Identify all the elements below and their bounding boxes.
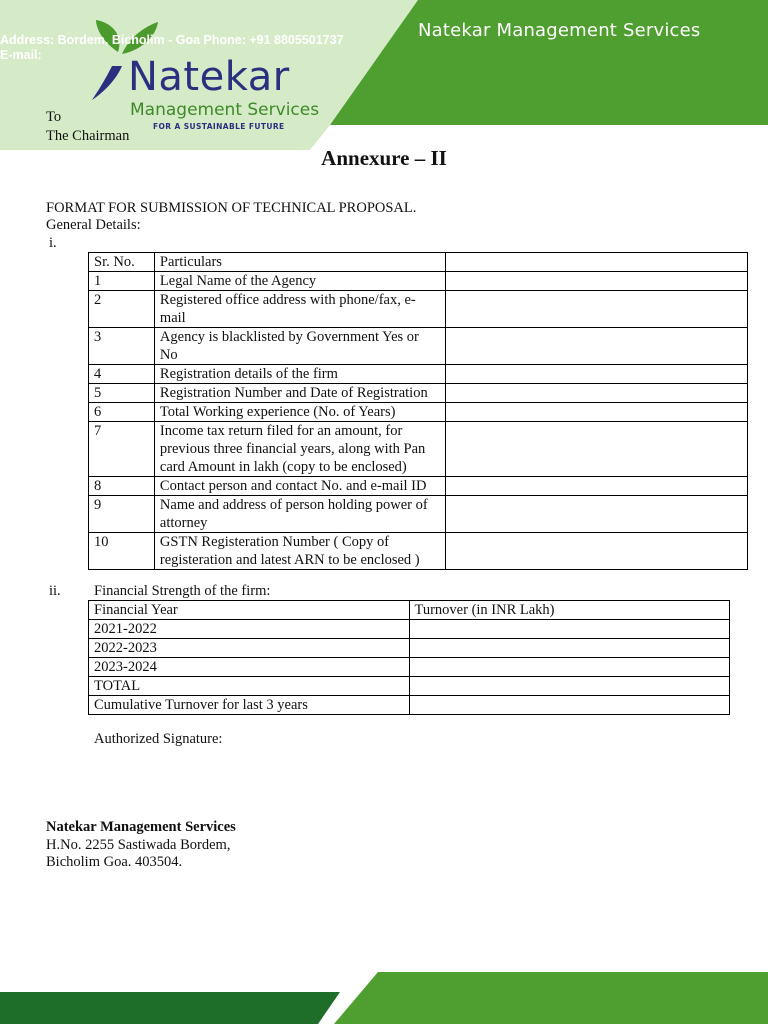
row-particular: Total Working experience (No. of Years) <box>154 403 445 422</box>
logo-wordmark: Natekar <box>128 54 290 100</box>
header-cell-year: Financial Year <box>89 601 410 620</box>
header-cell-value <box>445 253 747 272</box>
table-row <box>89 620 730 639</box>
to-label: To <box>46 109 62 125</box>
row-number: 8 <box>89 477 155 496</box>
table-row <box>89 403 748 422</box>
financial-table <box>88 600 730 715</box>
row-turnover-cell[interactable] <box>409 620 730 639</box>
signature-label: Authorized Signature: <box>94 731 223 747</box>
table-row <box>89 477 748 496</box>
table-row <box>89 422 748 477</box>
header-cell-srno: Sr. No. <box>89 253 155 272</box>
general-details-table <box>88 252 748 570</box>
row-particular: Contact person and contact No. and e-mail ID <box>154 477 445 496</box>
row-particular: Name and address of person holding power of attorney <box>154 496 445 533</box>
table-row <box>89 328 748 365</box>
row-value-cell[interactable] <box>445 496 747 533</box>
address-line-1: H.No. 2255 Sastiwada Bordem, <box>46 837 231 853</box>
proposal-heading: FORMAT FOR SUBMISSION OF TECHNICAL PROPOSAL. <box>46 200 417 216</box>
row-value-cell[interactable] <box>445 365 747 384</box>
table-row <box>89 272 748 291</box>
row-year: Cumulative Turnover for last 3 years <box>89 696 410 715</box>
row-value-cell[interactable] <box>445 272 747 291</box>
table-row <box>89 658 730 677</box>
row-year: 2021-2022 <box>89 620 410 639</box>
row-particular: Registered office address with phone/fax, e-mail <box>154 291 445 328</box>
row-number: 5 <box>89 384 155 403</box>
row-number: 6 <box>89 403 155 422</box>
logo-tagline: FOR A SUSTAINABLE FUTURE <box>153 122 285 131</box>
recipient: The Chairman <box>46 128 130 144</box>
address-line-2: Bicholim Goa. 403504. <box>46 854 183 870</box>
table-row <box>89 639 730 658</box>
table-header-row <box>89 601 730 620</box>
row-particular: Income tax return filed for an amount, for previous three financial years, along with Pan card Amount in lakh (copy to be enclosed) <box>154 422 445 477</box>
company-name <box>46 818 236 836</box>
table-row <box>89 677 730 696</box>
financial-strength-label: Financial Strength of the firm: <box>94 583 271 599</box>
row-number: 9 <box>89 496 155 533</box>
row-number: 7 <box>89 422 155 477</box>
address-line: Address: Bordem, Bicholim - Goa Phone: +91 8805501737 <box>0 33 344 47</box>
email-line: E-mail: <box>0 48 42 62</box>
row-number: 1 <box>89 272 155 291</box>
row-particular: GSTN Registeration Number ( Copy of registeration and latest ARN to be enclosed ) <box>154 533 445 570</box>
table-row <box>89 696 730 715</box>
company-name-text: Natekar Management Services <box>46 819 236 835</box>
row-turnover-cell[interactable] <box>409 658 730 677</box>
table-row <box>89 384 748 403</box>
row-turnover-cell[interactable] <box>409 696 730 715</box>
row-particular: Registration details of the firm <box>154 365 445 384</box>
row-number: 3 <box>89 328 155 365</box>
row-particular: Legal Name of the Agency <box>154 272 445 291</box>
row-value-cell[interactable] <box>445 477 747 496</box>
row-year: 2023-2024 <box>89 658 410 677</box>
logo-subtitle: Management Services <box>130 100 320 120</box>
row-turnover-cell[interactable] <box>409 639 730 658</box>
row-value-cell[interactable] <box>445 533 747 570</box>
row-turnover-cell[interactable] <box>409 677 730 696</box>
footer-banner <box>0 970 768 1024</box>
table-header-row <box>89 253 748 272</box>
row-value-cell[interactable] <box>445 422 747 477</box>
table-row <box>89 365 748 384</box>
table-row <box>89 291 748 328</box>
row-year: TOTAL <box>89 677 410 696</box>
brand-name-header: Natekar Management Services <box>418 20 701 41</box>
row-number: 2 <box>89 291 155 328</box>
row-value-cell[interactable] <box>445 403 747 422</box>
header-cell-particulars: Particulars <box>154 253 445 272</box>
row-value-cell[interactable] <box>445 384 747 403</box>
header-cell-turnover: Turnover (in INR Lakh) <box>409 601 730 620</box>
row-particular: Agency is blacklisted by Government Yes or No <box>154 328 445 365</box>
row-particular: Registration Number and Date of Registration <box>154 384 445 403</box>
document-title: Annexure – II <box>321 146 447 170</box>
row-value-cell[interactable] <box>445 328 747 365</box>
general-details-label: General Details: <box>46 217 141 233</box>
table-row <box>89 533 748 570</box>
section-i-marker: i. <box>49 235 57 251</box>
row-value-cell[interactable] <box>445 291 747 328</box>
row-number: 10 <box>89 533 155 570</box>
table-row <box>89 496 748 533</box>
row-number: 4 <box>89 365 155 384</box>
row-year: 2022-2023 <box>89 639 410 658</box>
section-ii-marker: ii. <box>49 583 61 599</box>
